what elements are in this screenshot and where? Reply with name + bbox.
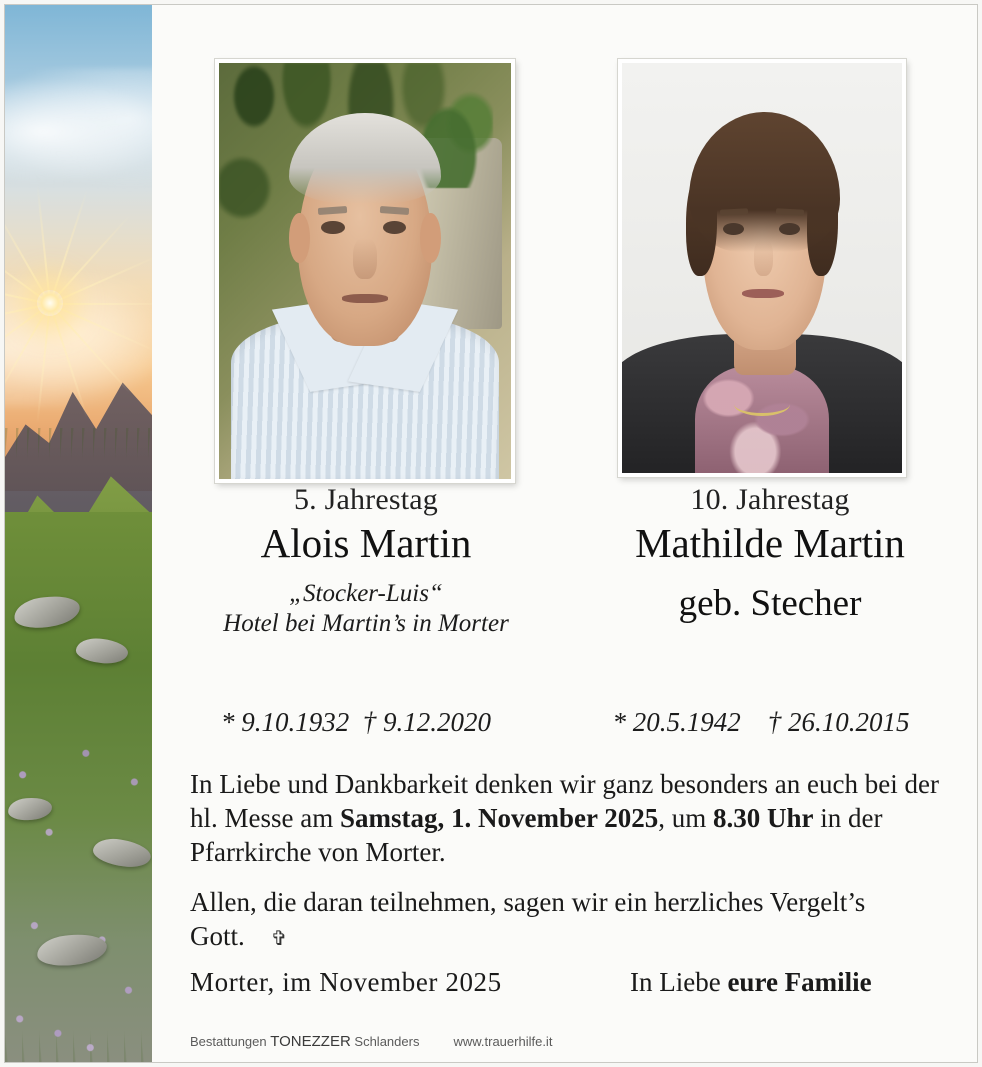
eyebrow-right — [776, 208, 804, 216]
eye-left — [723, 223, 744, 235]
eye-left — [321, 221, 344, 234]
right-person-column — [570, 483, 970, 625]
imprint-suffix: Schlanders — [350, 1034, 420, 1049]
left-anniversary-label: 5. Jahrestag — [293, 483, 439, 516]
portrait-mathilde-martin — [618, 59, 906, 477]
left-person-affiliation: Hotel bei Martin’s in Morter — [223, 610, 509, 638]
imprint-url[interactable]: www.trauerhilfe.it — [453, 1034, 553, 1049]
left-person-name: Alois Martin — [260, 520, 472, 566]
gold-necklace — [734, 392, 790, 416]
left-person-column — [162, 483, 570, 638]
mass-time: 8.30 Uhr — [712, 803, 814, 834]
right-person-dates: * 20.5.1942 † 26.10.2015 — [612, 707, 910, 737]
ear-left — [289, 213, 309, 263]
portrait-row — [152, 53, 978, 483]
cross-icon: ✞ — [270, 928, 288, 951]
right-person-maiden-name: geb. Stecher — [678, 583, 862, 625]
decorative-landscape-strip — [5, 5, 152, 1062]
memorial-body-text — [190, 767, 950, 969]
mouth — [342, 294, 389, 303]
cloud-band-lower — [5, 259, 152, 407]
imprint-prefix: Bestattungen — [190, 1034, 271, 1049]
place-and-date: Morter, im November 2025 — [190, 967, 502, 997]
right-person-name: Mathilde Martin — [635, 520, 905, 566]
thanks-text: Allen, die daran teilnehmen, sagen wir ein herzliches Vergelt’s Gott. — [190, 887, 866, 952]
mouth — [742, 289, 784, 299]
closing-signature — [630, 967, 872, 998]
eye-right — [779, 223, 800, 235]
wildflowers — [5, 703, 152, 1062]
body-part-1: In Liebe und Dankbarkeit denken wir ganz besonders an euch bei der hl. Messe am — [190, 769, 939, 834]
patterned-scarf — [695, 366, 829, 473]
closing-prefix: In Liebe — [630, 967, 728, 997]
body-part-3: in der Pfarrkirche von Morter. — [190, 803, 883, 868]
body-part-2: , um — [658, 803, 713, 834]
imprint-line — [190, 1033, 950, 1050]
nose — [353, 238, 376, 280]
left-person-nickname: „Stocker-Luis“ — [289, 580, 443, 608]
left-person-dates: * 9.10.1932 † 9.12.2020 — [221, 707, 491, 737]
eyebrow-left — [720, 208, 748, 216]
nose — [754, 239, 774, 276]
portrait-alois-martin — [215, 59, 515, 483]
cloud-band-upper — [5, 68, 152, 195]
eyebrow-left — [318, 206, 348, 215]
mass-invitation-paragraph — [190, 767, 950, 869]
closing-family: eure Familie — [727, 967, 872, 997]
eyebrow-right — [379, 206, 409, 215]
thanks-paragraph — [190, 885, 950, 953]
ear-right — [420, 213, 440, 263]
right-anniversary-label: 10. Jahrestag — [690, 483, 850, 516]
imprint-business-name: TONEZZER — [270, 1033, 351, 1050]
mass-date: Samstag, 1. November 2025 — [339, 803, 659, 834]
card-content — [152, 5, 978, 1062]
